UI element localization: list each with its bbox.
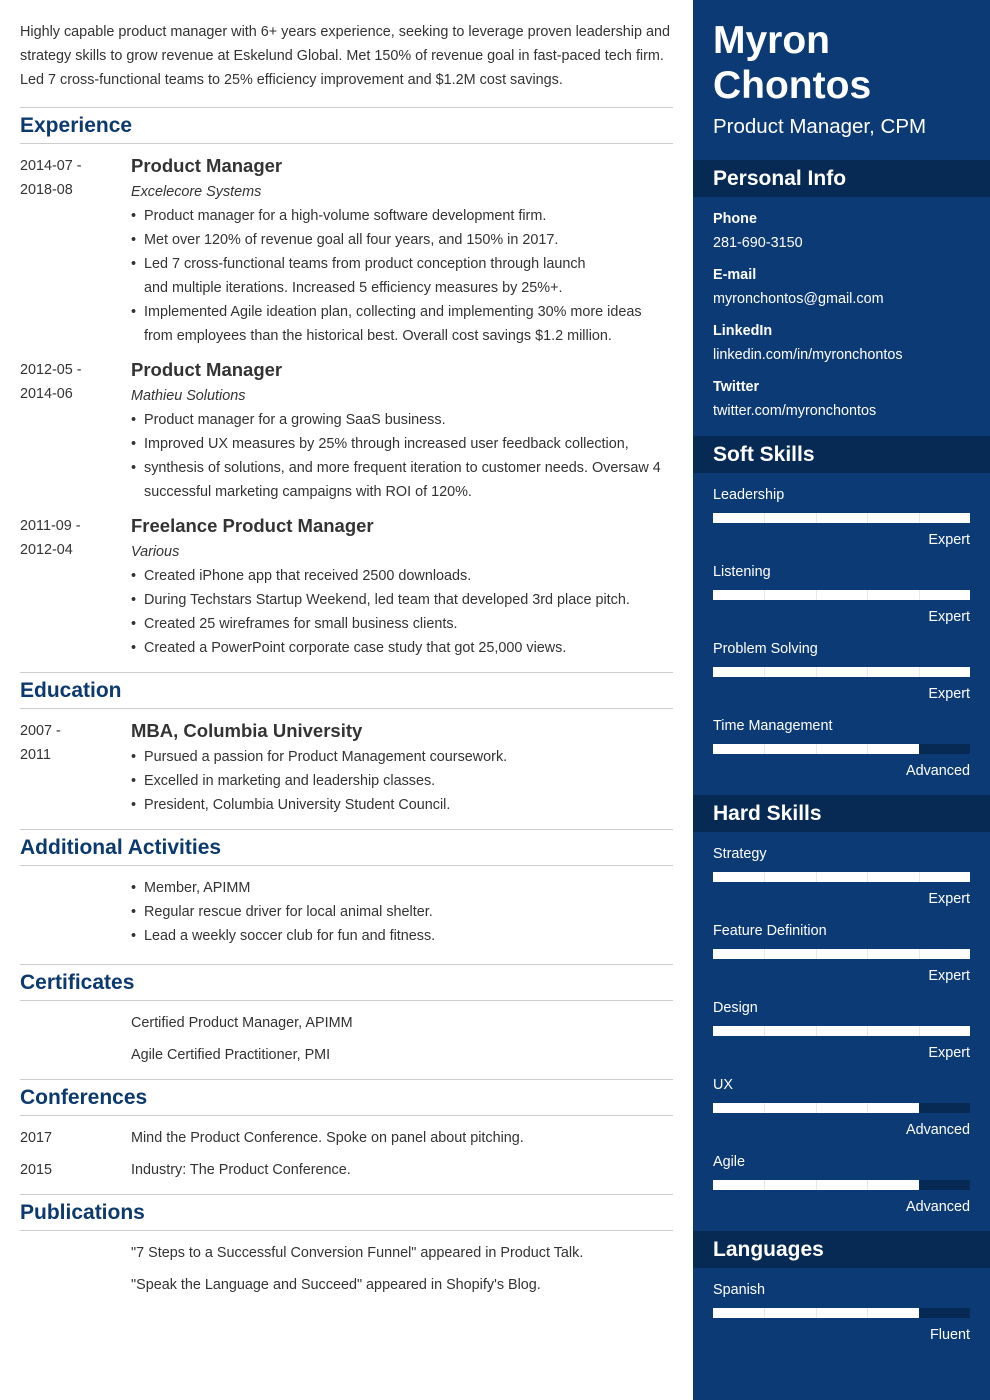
skill-bar-divider: [816, 667, 817, 677]
candidate-name: Myron Chontos: [713, 19, 872, 107]
skill-bar: [713, 513, 970, 523]
skill-row: [713, 562, 970, 627]
skill-bar-divider: [816, 1103, 817, 1113]
skill-bar-divider: [764, 1180, 765, 1190]
skill-name: Time Management: [713, 718, 833, 734]
entry-date: 2007 - 2011: [20, 723, 61, 763]
email-label: E-mail: [713, 267, 757, 283]
personal-info: [693, 197, 990, 436]
list-item: • During Techstars Startup Weekend, led team that developed 3rd place pitch.: [131, 588, 673, 612]
skill-row: [713, 1075, 970, 1140]
skill-row: [713, 716, 970, 781]
skill-name: Leadership: [713, 487, 785, 503]
skill-bar-divider: [867, 1180, 868, 1190]
certificate-item: Certified Product Manager, APIMM: [131, 1015, 353, 1031]
hard-skills: [693, 832, 990, 1231]
skill-bar: [713, 1026, 970, 1036]
publication-item: "7 Steps to a Successful Conversion Funnel" appeared in Product Talk.: [131, 1245, 584, 1261]
skill-row: [713, 639, 970, 704]
education-heading: Education: [20, 672, 673, 709]
skill-bar-divider: [816, 949, 817, 959]
skill-level: Expert: [928, 609, 970, 625]
conferences-heading: Conferences: [20, 1079, 673, 1116]
skill-bar-divider: [867, 1103, 868, 1113]
list-item: • Led 7 cross-functional teams from product conception through launch and multiple iterations. Increased 5 efficiency measures by 25%+.: [131, 252, 673, 300]
skill-bar-divider: [816, 1026, 817, 1036]
list-item: • Pursued a passion for Product Management coursework.: [131, 745, 673, 769]
skill-row: [713, 485, 970, 550]
skill-level: Expert: [928, 1045, 970, 1061]
skill-bar-divider: [919, 1026, 920, 1036]
phone-label: Phone: [713, 211, 757, 227]
skill-bar-fill: [713, 590, 970, 600]
skill-name: UX: [713, 1077, 733, 1093]
skill-bar-divider: [816, 513, 817, 523]
phone-value: 281-690-3150: [713, 235, 803, 251]
list-item: • President, Columbia University Student Council.: [131, 793, 673, 817]
skill-bar-divider: [867, 1026, 868, 1036]
experience-entry: [20, 358, 673, 504]
bullet-list: [131, 876, 673, 948]
skill-bar-divider: [764, 513, 765, 523]
skill-bar-fill: [713, 1026, 970, 1036]
skill-bar-divider: [764, 1308, 765, 1318]
skill-bar: [713, 744, 970, 754]
skill-level: Expert: [928, 532, 970, 548]
skill-name: Spanish: [713, 1282, 766, 1298]
bullet-list: [131, 204, 673, 348]
company: Various: [131, 544, 180, 560]
entry-date: 2012-05 - 2014-06: [20, 362, 82, 402]
publications-heading: Publications: [20, 1194, 673, 1231]
skill-bar-divider: [764, 1026, 765, 1036]
degree-title: MBA, Columbia University: [131, 720, 363, 741]
skill-bar: [713, 949, 970, 959]
activities-entry: [20, 876, 673, 948]
experience-entry: [20, 154, 673, 348]
activities-heading: Additional Activities: [20, 829, 673, 866]
skill-name: Listening: [713, 564, 771, 580]
bullet-list: [131, 564, 673, 660]
skill-bar: [713, 667, 970, 677]
list-item: • Met over 120% of revenue goal all four years, and 150% in 2017.: [131, 228, 673, 252]
list-item: • Improved UX measures by 25% through increased user feedback collection,: [131, 432, 673, 456]
list-item: • Product manager for a high-volume software development firm.: [131, 204, 673, 228]
job-title: Freelance Product Manager: [131, 515, 374, 536]
languages-heading: Languages: [693, 1231, 990, 1268]
list-item: • Regular rescue driver for local animal shelter.: [131, 900, 673, 924]
skill-bar-divider: [816, 744, 817, 754]
skill-bar-divider: [816, 1308, 817, 1318]
sidebar: [693, 0, 990, 1400]
skill-bar-divider: [764, 667, 765, 677]
skill-bar-divider: [867, 744, 868, 754]
certificate-entry: [20, 1043, 673, 1067]
skill-bar-divider: [764, 949, 765, 959]
publication-entry: [20, 1241, 673, 1265]
twitter-label: Twitter: [713, 379, 760, 395]
skill-bar-divider: [764, 590, 765, 600]
job-title: Product Manager: [131, 359, 283, 380]
candidate-role: Product Manager, CPM: [713, 115, 927, 138]
education-entry: [20, 719, 673, 817]
skill-bar-divider: [867, 667, 868, 677]
certificates-heading: Certificates: [20, 964, 673, 1001]
main-column: [20, 0, 673, 1297]
bullet-list: [131, 745, 673, 817]
list-item: • Created 25 wireframes for small business clients.: [131, 612, 673, 636]
skill-name: Agile: [713, 1154, 745, 1170]
skill-name: Strategy: [713, 846, 767, 862]
job-title: Product Manager: [131, 155, 283, 176]
experience-entry: [20, 514, 673, 660]
skill-level: Expert: [928, 686, 970, 702]
skill-level: Advanced: [905, 763, 970, 779]
email-value: myronchontos@gmail.com: [713, 291, 884, 307]
company: Mathieu Solutions: [131, 388, 246, 404]
skill-name: Design: [713, 1000, 758, 1016]
skill-row: [713, 844, 970, 909]
conference-text: Mind the Product Conference. Spoke on panel about pitching.: [131, 1130, 524, 1146]
skill-bar-divider: [919, 949, 920, 959]
list-item: • Implemented Agile ideation plan, collecting and implementing 30% more ideas from employees than the historical best. Overall cost savings $1.2 million.: [131, 300, 673, 348]
conference-entry: [20, 1158, 673, 1182]
skill-bar-fill: [713, 872, 970, 882]
experience-heading: Experience: [20, 107, 673, 144]
skill-bar: [713, 590, 970, 600]
skill-bar-divider: [919, 667, 920, 677]
skill-bar-divider: [919, 872, 920, 882]
publication-entry: [20, 1273, 673, 1297]
conference-entry: [20, 1126, 673, 1150]
company: Excelecore Systems: [131, 184, 262, 200]
skill-level: Expert: [928, 891, 970, 907]
entry-date: 2014-07 - 2018-08: [20, 158, 82, 198]
skill-bar-divider: [764, 872, 765, 882]
skill-bar: [713, 1308, 970, 1318]
skill-bar: [713, 1103, 970, 1113]
skill-row: [713, 921, 970, 986]
skill-row: [713, 1152, 970, 1217]
skill-name: Feature Definition: [713, 923, 827, 939]
skill-level: Advanced: [905, 1122, 970, 1138]
skill-bar-divider: [764, 744, 765, 754]
skill-bar-divider: [867, 949, 868, 959]
skill-bar-divider: [816, 1180, 817, 1190]
skill-bar-divider: [764, 1103, 765, 1113]
skill-bar-divider: [816, 872, 817, 882]
skill-bar: [713, 872, 970, 882]
publication-item: "Speak the Language and Succeed" appeared in Shopify's Blog.: [131, 1277, 541, 1293]
skill-bar-divider: [867, 513, 868, 523]
conference-year: 2017: [20, 1130, 53, 1146]
soft-skills: [693, 473, 990, 795]
skill-bar-fill: [713, 949, 970, 959]
skill-row: [713, 1280, 970, 1345]
summary: Highly capable product manager with 6+ years experience, seeking to leverage proven leadership and strategy skills to grow revenue at Eskelund Global. Met 150% of revenue goal in fast-paced tech firm. Led 7 cross-functional teams to 25% efficiency improvement and $1.2M cost savings.: [20, 24, 670, 88]
list-item: • synthesis of solutions, and more frequent iteration to customer needs. Oversaw 4 successful marketing campaigns with ROI of 120%.: [131, 456, 673, 504]
list-item: • Lead a weekly soccer club for fun and fitness.: [131, 924, 673, 948]
skill-bar-fill: [713, 513, 970, 523]
list-item: • Member, APIMM: [131, 876, 673, 900]
skill-bar-divider: [867, 1308, 868, 1318]
conference-text: Industry: The Product Conference.: [131, 1162, 351, 1178]
entry-date: 2011-09 - 2012-04: [20, 518, 81, 558]
soft-skills-heading: Soft Skills: [693, 436, 990, 473]
skill-level: Expert: [928, 968, 970, 984]
skill-bar-divider: [919, 513, 920, 523]
languages: [693, 1268, 990, 1345]
list-item: • Created iPhone app that received 2500 downloads.: [131, 564, 673, 588]
list-item: • Created a PowerPoint corporate case study that got 25,000 views.: [131, 636, 673, 660]
list-item: • Product manager for a growing SaaS business.: [131, 408, 673, 432]
skill-level: Fluent: [930, 1327, 970, 1343]
skill-bar-divider: [919, 590, 920, 600]
certificate-item: Agile Certified Practitioner, PMI: [131, 1047, 331, 1063]
skill-bar: [713, 1180, 970, 1190]
skill-bar-divider: [816, 590, 817, 600]
bullet-list: [131, 408, 673, 504]
skill-name: Problem Solving: [713, 641, 818, 657]
skill-row: [713, 998, 970, 1063]
skill-bar-fill: [713, 667, 970, 677]
certificate-entry: [20, 1011, 673, 1035]
skill-bar-divider: [867, 872, 868, 882]
linkedin-value: linkedin.com/in/myronchontos: [713, 347, 903, 363]
twitter-value: twitter.com/myronchontos: [713, 403, 877, 419]
linkedin-label: LinkedIn: [713, 323, 773, 339]
personal-info-heading: Personal Info: [693, 160, 990, 197]
hard-skills-heading: Hard Skills: [693, 795, 990, 832]
conference-year: 2015: [20, 1162, 53, 1178]
skill-bar-divider: [867, 590, 868, 600]
skill-level: Advanced: [905, 1199, 970, 1215]
list-item: • Excelled in marketing and leadership classes.: [131, 769, 673, 793]
